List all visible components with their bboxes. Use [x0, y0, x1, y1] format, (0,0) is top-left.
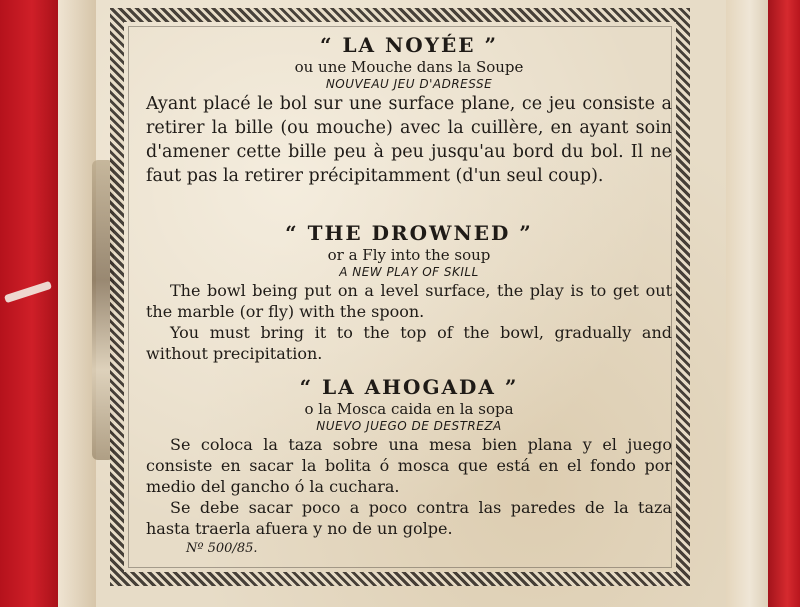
section-subtitle: or a Fly into the soup	[327, 246, 491, 264]
paper-scuff	[4, 281, 52, 303]
section-tagline: A NEW PLAY OF SKILL	[339, 265, 479, 279]
section-english	[146, 220, 672, 364]
section-subtitle: ou une Mouche dans la Soupe	[294, 58, 524, 76]
section-title: “ THE DROWNED ”	[285, 221, 533, 245]
section-french	[146, 32, 672, 188]
red-box-edge-right	[768, 0, 800, 607]
section-tagline: NUEVO JUEGO DE DESTREZA	[316, 419, 502, 433]
section-paragraph: You must bring it to the top of the bowl, gradually and without precipitation.	[146, 323, 672, 363]
section-paragraph: Se debe sacar poco a poco contra las paredes de la taza hasta traerla afuera y no de un golpe.	[146, 498, 672, 538]
box-inner-wall-right	[722, 0, 768, 607]
section-tagline: NOUVEAU JEU D'ADRESSE	[325, 77, 493, 91]
section-title: “ LA NOYÉE ”	[320, 33, 498, 57]
section-title: “ LA AHOGADA ”	[299, 375, 519, 399]
section-spanish	[146, 374, 672, 556]
catalog-number: Nº 500/85.	[186, 541, 258, 556]
section-subtitle: o la Mosca caida en la sopa	[304, 400, 514, 418]
section-paragraph: The bowl being put on a level surface, the play is to get out the marble (or fly) with the spoon.	[146, 281, 672, 321]
section-paragraph: Se coloca la taza sobre una mesa bien plana y el juego consiste en sacar la bolita ó mosca que está en el fondo por medio del gancho ó la cuchara.	[146, 435, 672, 496]
section-paragraph: Ayant placé le bol sur une surface plane, ce jeu consiste a retirer la bille (ou mouche) avec la cuillère, en ayant soin d'amener cette bille peu à peu jusqu'au bord du bol. Il ne faut pas la retirer précipitamment (d'un seul coup).	[146, 94, 672, 186]
red-box-edge-left	[0, 0, 58, 607]
